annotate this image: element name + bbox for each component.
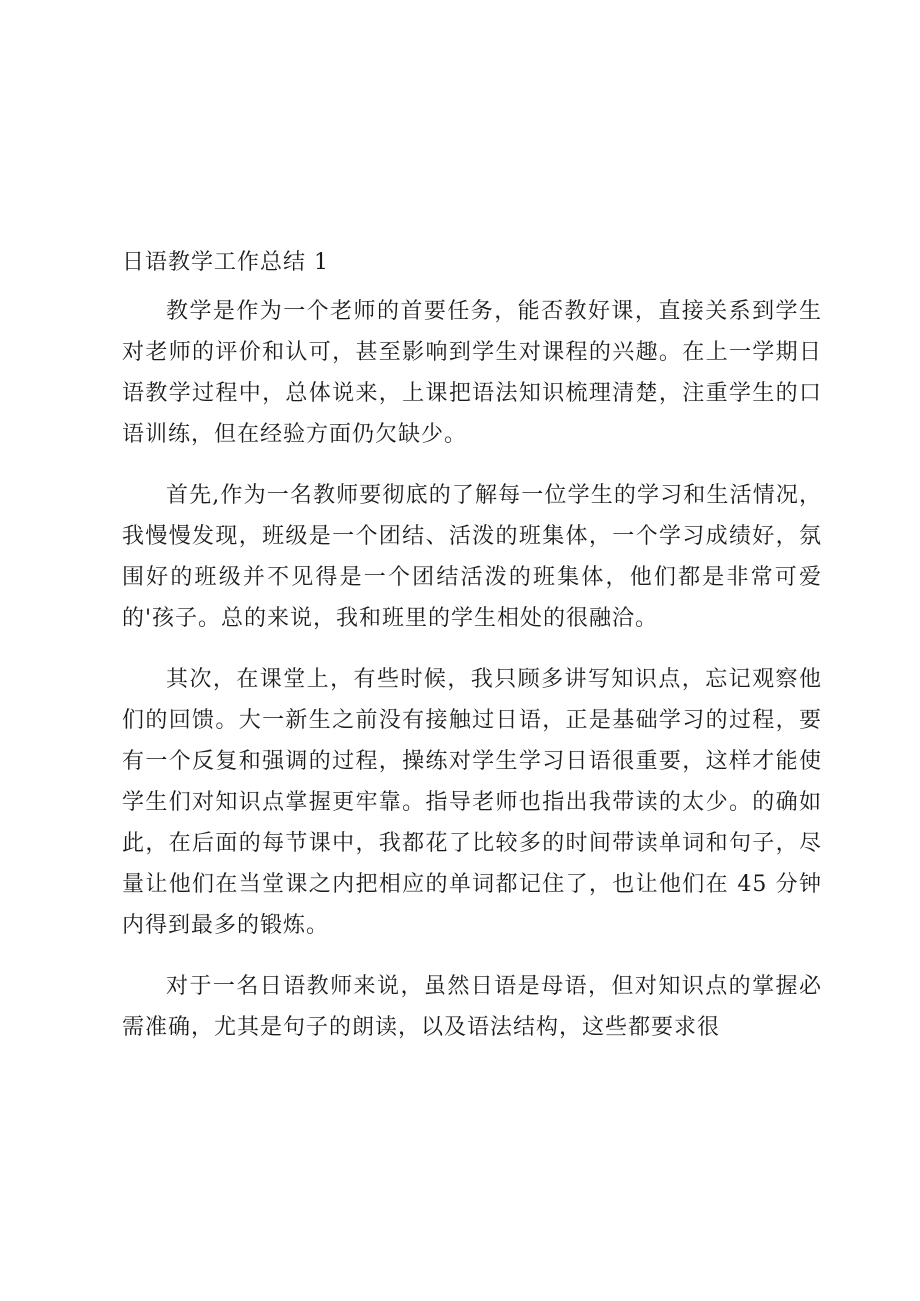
paragraph-1: 教学是作为一个老师的首要任务，能否教好课，直接关系到学生对老师的评价和认可，甚至影响到学生对课程的兴趣。在上一学期日语教学过程中，总体说来，上课把语法知识梳理清楚，注重学生的口语训练，但在经验方面仍欠缺少。 [122, 299, 822, 447]
document-body [122, 242, 822, 1068]
paragraph-2: 首先,作为一名教师要彻底的了解每一位学生的学习和生活情况，我慢慢发现，班级是一个团结、活泼的班集体，一个学习成绩好，氛围好的班级并不见得是一个团结活泼的班集体，他们都是非常可爱的'孩子。总的来说，我和班里的学生相处的很融洽。 [122, 483, 822, 631]
paragraph-3: 其次，在课堂上，有些时候，我只顾多讲写知识点，忘记观察他们的回馈。大一新生之前没有接触过日语，正是基础学习的过程，要有一个反复和强调的过程，操练对学生学习日语很重要，这样才能使学生们对知识点掌握更牢靠。指导老师也指出我带读的太少。的确如此，在后面的每节课中，我都花了比较多的时间带读单词和句子，尽量让他们在当堂课之内把相应的单词都记住了，也让他们在 45 分钟内得到最多的锻炼。 [122, 667, 822, 938]
document-title: 日语教学工作总结 1 [122, 250, 329, 275]
paragraph-4: 对于一名日语教师来说，虽然日语是母语，但对知识点的掌握必需准确，尤其是句子的朗读，以及语法结构，这些都要求很 [122, 974, 822, 1040]
